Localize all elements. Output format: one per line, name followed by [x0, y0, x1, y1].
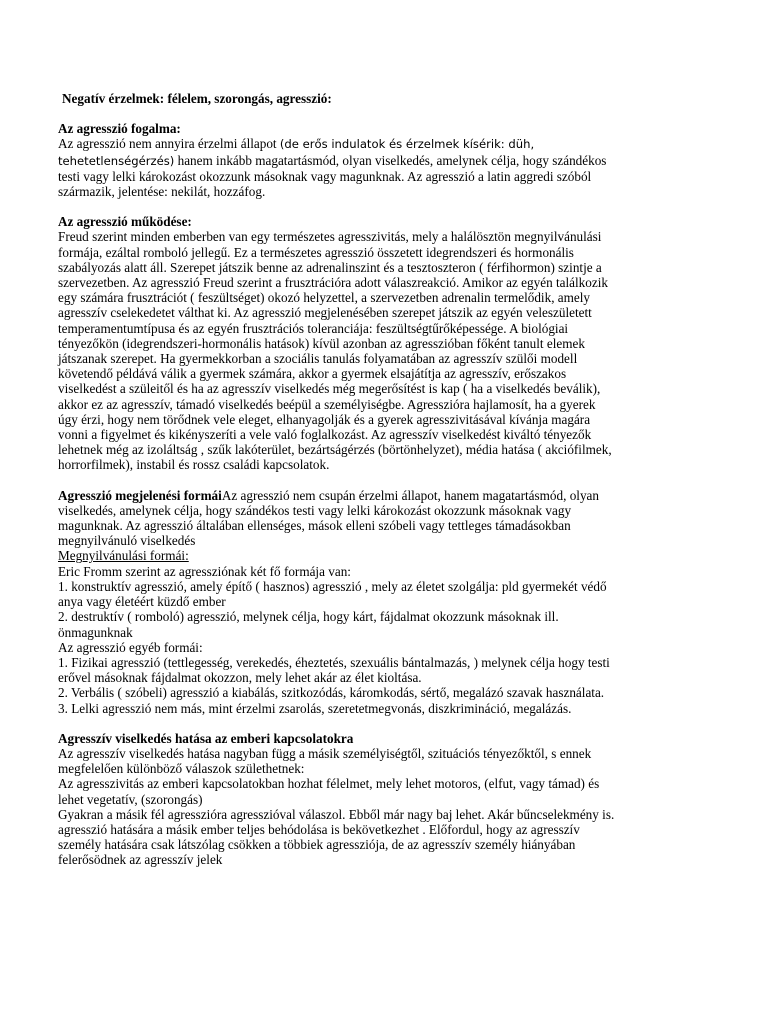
section-agression-mechanism: [58, 214, 618, 472]
paragraph: Az agresszív viselkedés hatása nagyban függ a másik személyiségtől, szituációs tényezőktől, s ennek megfelelően különböző válaszok születhetnek:: [58, 745, 592, 777]
subheading: Megnyilvánulási formái:: [58, 548, 189, 564]
text-run: Az agresszió nem csupán érzelmi állapot, hanem magatartásmód, olyan viselkedés, amelynek célja, hogy szándékos testi vagy lelki károkozást okozzunk másoknak vagy magunknak. Az agresszió általában ellenséges, mások elleni szóbeli vagy tettleges támadásokban megnyilvánuló viselkedés: [58, 487, 599, 549]
list-item: 3. Lelki agresszió nem más, mint érzelmi zsarolás, szeretetmegvonás, diszkrimináció, megalázás.: [58, 700, 572, 716]
text-run: hanem inkább magatartásmód, olyan viselkedés, amelynek célja, hogy szándékos testi vagy lelki károkozást okozzunk másoknak vagy magunknak. Az agresszió a latin aggredi szóból származik, jelentése: nekilát, hozzáfog.: [58, 152, 607, 200]
section-heading: Az agresszió működése:: [58, 214, 192, 230]
paragraph: agresszió hatására a másik ember teljes behódolása is bekövetkezhet . Előfordul, hogy az agresszív személy hatására csak látszólag csökken a többiek agressziója, de az agresszív személy hiányában felerősödnek az agresszív jelek: [58, 821, 580, 868]
document-page: [58, 91, 618, 868]
list-item: 2. Verbális ( szóbeli) agresszió a kiabálás, szitkozódás, káromkodás, sértő, megalázó szavak használata.: [58, 685, 605, 701]
list-item: 1. konstruktív agresszió, amely építő ( hasznos) agresszió , mely az életet szolgálja: pld gyermekét védő anya vagy életéért küzdő ember: [58, 578, 607, 610]
list-item: Az agresszió egyéb formái:: [58, 639, 203, 655]
list-item: Eric Fromm szerint az agressziónak két fő formája van:: [58, 563, 351, 579]
section-heading: Agresszív viselkedés hatása az emberi kapcsolatokra: [58, 730, 354, 746]
paragraph: [58, 136, 618, 199]
text-run-sans: (de erős indulatok és érzelmek kísérik: düh, tehetetlenségérzés): [58, 137, 535, 168]
paragraph: Gyakran a másik fél agresszióra agresszióval válaszol. Ebből már nagy baj lehet. Akár bűncselekmény is.: [58, 806, 615, 822]
paragraph: Freud szerint minden emberben van egy természetes agresszivitás, mely a halálösztön megnyilvánulási formája, ezáltal romboló jellegű. Ez a természetes agresszió összetett idegrendszeri és hormonális szabályozás alatt áll. Szerepet játszik benne az adrenalinszint és a tesztoszteron ( férfihormon) szintje a szervezetben. Az agresszió Freud szerint a frusztrációra adott válaszreakció. Amikor az egyén találkozik egy számára frusztrációt ( feszültséget) okozó helyzettel, a szervezetben adrenalin termelődik, amely agresszív cselekedetet válthat ki. Az agresszió megjelenésében szerepet játszik az egyén veleszületett temperamentumtípusa és az egyén frusztrációs toleranciája: feszültségtűrőképessége. A biológiai tényezőkön (idegrendszeri-hormonális hatások) kívül azonban az agresszióban főként tanult elemek játszanak szerepet. Ha gyermekkorban a szociális tanulás folyamatában az agresszív szülői modell követendő példává válik a gyermek számára, akkor a gyermek elsajátítja az agresszív, erőszakos viselkedést a szüleitől és ha az agresszív viselkedés még megerősítést is kap ( ha a viselkedés beválik), akkor ez az agresszív, támadó viselkedés beépül a személyiségbe. Agresszióra hajlamosít, ha a gyerek úgy érzi, hogy nem törődnek vele eleget, elhanyagolják és a gyerek agresszivitásával kívánja magára vonni a figyelmet és kikényszeríti a vele való foglalkozást. Az agresszív viselkedést kiváltó tényezők lehetnek még az izoláltság , szűk lakóterület, bezártságérzés (börtönhelyzet), média hatása ( akciófilmek, horrorfilmek), instabil és rossz családi kapcsolatok.: [58, 229, 612, 473]
section-agression-forms: [58, 488, 618, 716]
section-agression-effects: [58, 731, 618, 868]
paragraph: Az agresszivitás az emberi kapcsolatokban hozhat félelmet, mely lehet motoros, (elfut, vagy támad) és lehet vegetatív, (szorongás): [58, 776, 600, 807]
list-item: 1. Fizikai agresszió (tettlegesség, verekedés, éheztetés, szexuális bántalmazás, ) melynek célja hogy testi erővel másoknak fájdalmat okozzon, mely lehet akár az élet kioltása.: [58, 654, 610, 686]
section-heading: Az agresszió fogalma:: [58, 121, 181, 137]
paragraph: [58, 488, 618, 549]
section-agression-definition: [58, 121, 618, 199]
section-heading: Agresszió megjelenési formái: [58, 487, 222, 503]
list-item: 2. destruktív ( romboló) agresszió, melynek célja, hogy kárt, fájdalmat okozzunk másoknak ill. önmagunknak: [58, 609, 559, 640]
document-title: Negatív érzelmek: félelem, szorongás, agresszió:: [62, 91, 332, 106]
text-run: Az agresszió nem annyira érzelmi állapot: [58, 136, 280, 152]
